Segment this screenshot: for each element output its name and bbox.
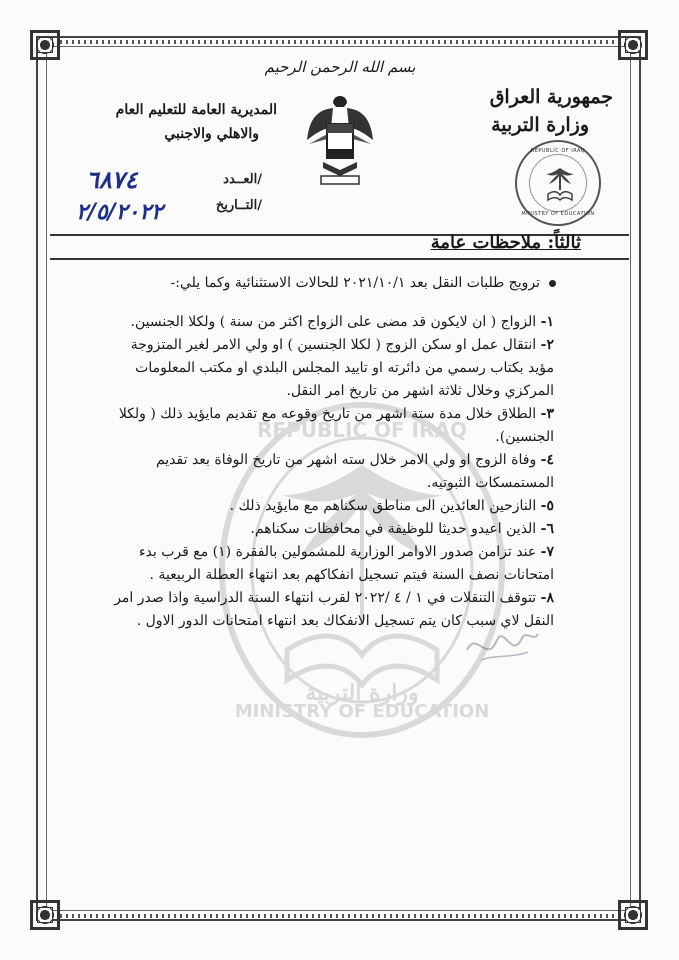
item-text: وفاة الزوج او ولي الامر خلال سته اشهر من تاريخ الوفاة بعد تقديم المستمسكات الثبوتيه. <box>155 452 554 491</box>
directorate-line-1: المديرية العامة للتعليم العام <box>115 102 277 118</box>
item-number: ٢- <box>540 337 554 353</box>
item-number: ٨- <box>540 590 554 606</box>
item-text: الزواج ( ان لايكون قد مضى على الزواج اكثر من سنة ) ولكلا الجنسين. <box>130 314 537 330</box>
watermark-top-text: REPUBLIC OF IRAQ <box>257 418 467 442</box>
number-value: ٦٨٧٤ <box>86 166 138 194</box>
list-item <box>104 541 554 587</box>
item-number: ٧- <box>540 544 554 560</box>
list-item <box>104 495 554 518</box>
list-item <box>104 403 554 449</box>
reference-block <box>72 166 262 236</box>
ministry-name: وزارة التربية <box>491 114 589 136</box>
list-item <box>104 311 554 334</box>
list-item <box>104 449 554 495</box>
directorate-header <box>72 98 277 146</box>
directorate-line-2: والاهلي والاجنبي <box>164 126 259 142</box>
ministry-seal <box>515 140 601 226</box>
item-number: ٤- <box>540 452 554 468</box>
list-item <box>104 518 554 541</box>
item-text: النازحين العائدين الى مناطق سكناهم مع مايؤيد ذلك . <box>229 498 537 514</box>
palm-book-icon <box>542 164 578 204</box>
basmala: بسم الله الرحمن الرحيم <box>264 58 416 76</box>
corner-ornament-top-left <box>30 30 60 60</box>
item-number: ١- <box>540 314 554 330</box>
item-text: انتقال عمل او سكن الزوج ( لكلا الجنسين ) او ولي الامر لغير المتزوجة مؤيد بكتاب رسمي من دائرته او تاييد المجلس البلدي او مكتب المعلومات المركزي وخلال ثلاثة اشهر من تاريخ امر النقل. <box>130 337 554 399</box>
seal-top-text: REPUBLIC OF IRAQ <box>530 148 586 154</box>
corner-ornament-top-right <box>618 30 648 60</box>
item-text: الذين اعيدو حديثا للوظيفة في محافظات سكناهم. <box>250 521 537 537</box>
number-label: العــدد/ <box>223 172 262 187</box>
iraq-eagle-emblem-icon <box>305 92 375 187</box>
date-label: التــاريخ/ <box>215 198 262 213</box>
intro-text: ترويج طلبات النقل بعد ٢٠٢١/١٠/١ للحالات الاستثنائية وكما يلي:- <box>170 275 540 291</box>
list-item <box>104 334 554 403</box>
notes-content <box>104 272 554 633</box>
header-divider-bottom <box>50 258 629 260</box>
item-number: ٣- <box>540 406 554 422</box>
section-title: ثالثاً: ملاحظات عامة <box>430 232 581 253</box>
border-pattern-top <box>60 40 619 44</box>
border-pattern-bottom <box>60 914 619 918</box>
watermark-arabic-text: وزارة التربية <box>305 680 419 706</box>
item-text: تتوقف التنقلات في ١ / ٤ /٢٠٢٢ لقرب انتهاء السنة الدراسية واذا صدر امر النقل لاي سبب كان يتم تسجيل الانفكاك بعد انتهاء امتحانات الدور الاول . <box>114 590 554 629</box>
intro-paragraph <box>104 272 554 295</box>
corner-ornament-bottom-left <box>30 900 60 930</box>
item-text: عند تزامن صدور الاوامر الوزارية للمشمولين بالفقرة (١) مع قرب بدء امتحانات نصف السنة فيتم تسجيل انفكاكهم بعد انتهاء العطلة الربيعية . <box>138 544 554 583</box>
country-name: جمهورية العراق <box>489 86 613 108</box>
seal-bottom-text: MINISTRY OF EDUCATION <box>521 211 595 217</box>
item-text: الطلاق خلال مدة ستة اشهر من تاريخ وقوعه مع تقديم مايؤيد ذلك ( ولكلا الجنسين). <box>118 406 554 445</box>
item-number: ٦- <box>540 521 554 537</box>
date-value: ٢/٥/٢٠٢٢ <box>76 200 163 225</box>
corner-ornament-bottom-right <box>618 900 648 930</box>
ministry-header <box>423 82 613 138</box>
bullet-dot-icon <box>549 280 556 287</box>
item-number: ٥- <box>540 498 554 514</box>
watermark-bottom-text: MINISTRY OF EDUCATION <box>234 701 490 722</box>
list-item <box>104 587 554 633</box>
